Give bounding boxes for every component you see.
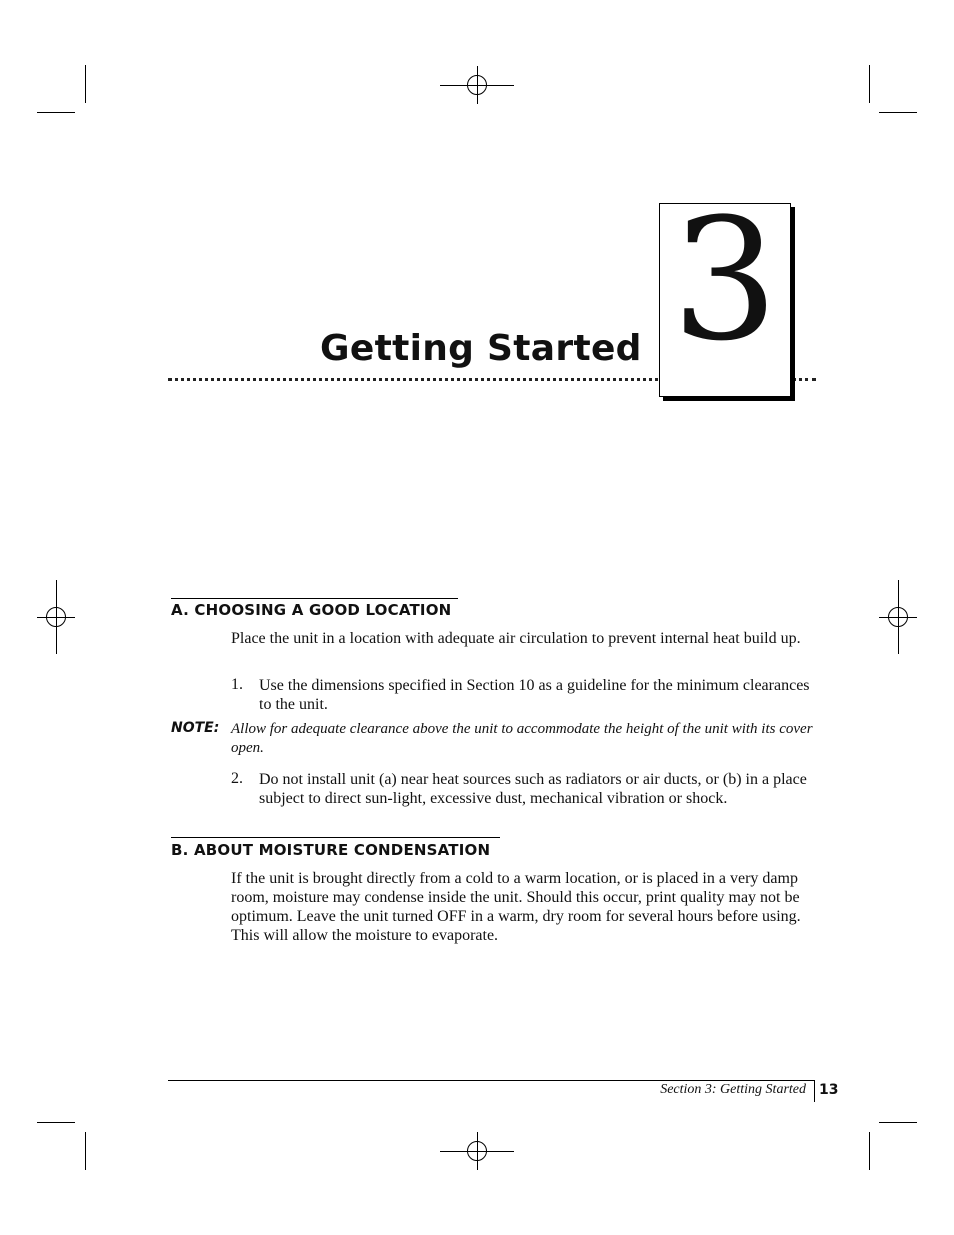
note-label: NOTE: bbox=[171, 720, 220, 736]
chapter-number-box bbox=[659, 182, 791, 397]
crop-mark bbox=[879, 112, 917, 113]
crop-mark bbox=[37, 112, 75, 113]
section-heading: A. CHOOSING A GOOD LOCATION bbox=[171, 601, 452, 619]
crop-mark bbox=[869, 65, 870, 103]
footer-rule bbox=[168, 1080, 814, 1081]
section-rule bbox=[171, 837, 500, 838]
footer-section-label: Section 3: Getting Started bbox=[660, 1082, 806, 1097]
list-item-number: 1. bbox=[231, 676, 243, 693]
list-item: Use the dimensions specified in Section 10 as a guideline for the minimum clearances to the unit. bbox=[259, 677, 810, 713]
section-rule bbox=[171, 598, 458, 599]
paragraph: Place the unit in a location with adequate air circulation to prevent internal heat build up. bbox=[231, 630, 801, 647]
crop-mark bbox=[869, 1132, 870, 1170]
list-item-number: 2. bbox=[231, 770, 243, 787]
crop-mark bbox=[879, 1122, 917, 1123]
chapter-title: Getting Started bbox=[320, 328, 642, 369]
crop-mark bbox=[85, 1132, 86, 1170]
section-heading: B. ABOUT MOISTURE CONDENSATION bbox=[171, 841, 491, 859]
note-text: Allow for adequate clearance above the unit to accommodate the height of the unit with its cover open. bbox=[231, 721, 813, 756]
chapter-number: 3 bbox=[671, 182, 779, 378]
paragraph: If the unit is brought directly from a cold to a warm location, or is placed in a very damp room, moisture may condense inside the unit. Should this occur, print quality may not be optimum. Leave the unit turned OFF in a warm, dry room for several hours before using. This will allow the moisture to evaporate. bbox=[231, 870, 801, 944]
list-item: Do not install unit (a) near heat sources such as radiators or air ducts, or (b) in a place subject to direct sun-light, excessive dust, mechanical vibration or shock. bbox=[259, 771, 807, 807]
crop-mark bbox=[85, 65, 86, 103]
crop-mark bbox=[37, 1122, 75, 1123]
page-number: 13 bbox=[819, 1082, 839, 1098]
footer-separator bbox=[814, 1080, 815, 1102]
